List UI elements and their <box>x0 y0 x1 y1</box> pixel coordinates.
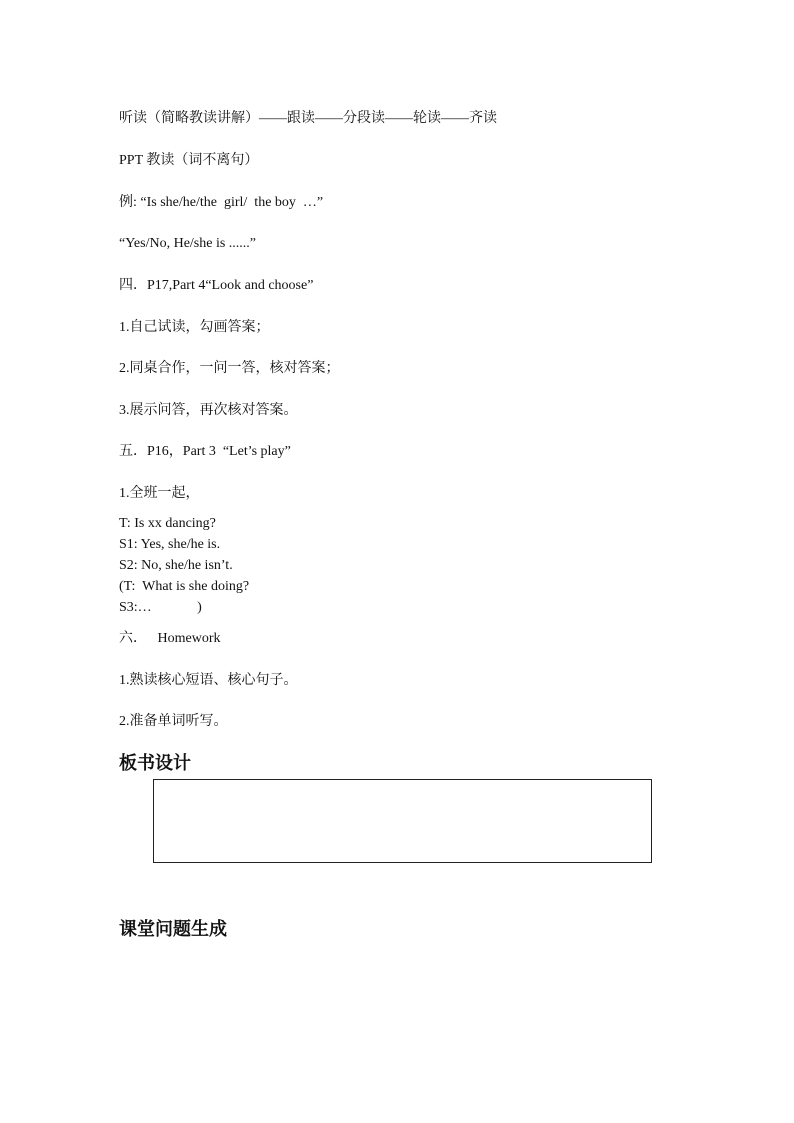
reading-steps-line: 听读（简略教读讲解）——跟读——分段读——轮读——齐读 <box>119 111 497 126</box>
whole-class-line: 1.全班一起， <box>119 486 200 501</box>
board-design-heading: 板书设计 <box>119 753 191 774</box>
step-two-line: 2.同桌合作，一问一答，核对答案； <box>119 361 340 376</box>
dialog-block <box>119 513 419 618</box>
dialog-line: S1: Yes, she/he is. <box>119 537 221 552</box>
ppt-reading-line: PPT 教读（词不离句） <box>119 153 259 168</box>
dialog-line: T: Is xx dancing? <box>119 516 216 531</box>
class-questions-heading: 课堂问题生成 <box>119 919 227 940</box>
example-answer-line: “Yes/No, He/she is ......” <box>119 236 257 251</box>
dialog-line: S3:… ) <box>119 600 202 615</box>
section-six-title: 六． Homework <box>119 631 221 646</box>
example-question-line: 例: “Is she/he/the girl/ the boy …” <box>119 195 324 210</box>
step-three-line: 3.展示问答，再次核对答案。 <box>119 403 298 418</box>
homework-item-two: 2.准备单词听写。 <box>119 714 228 729</box>
section-four-title: 四．P17,Part 4“Look and choose” <box>119 278 314 293</box>
dialog-line: (T: What is she doing? <box>119 579 250 594</box>
dialog-line: S2: No, she/he isn’t. <box>119 558 233 573</box>
step-one-line: 1.自己试读，勾画答案； <box>119 320 270 335</box>
section-five-title: 五．P16，Part 3 “Let’s play” <box>119 444 291 459</box>
homework-item-one: 1.熟读核心短语、核心句子。 <box>119 673 298 688</box>
board-design-box <box>153 779 652 863</box>
